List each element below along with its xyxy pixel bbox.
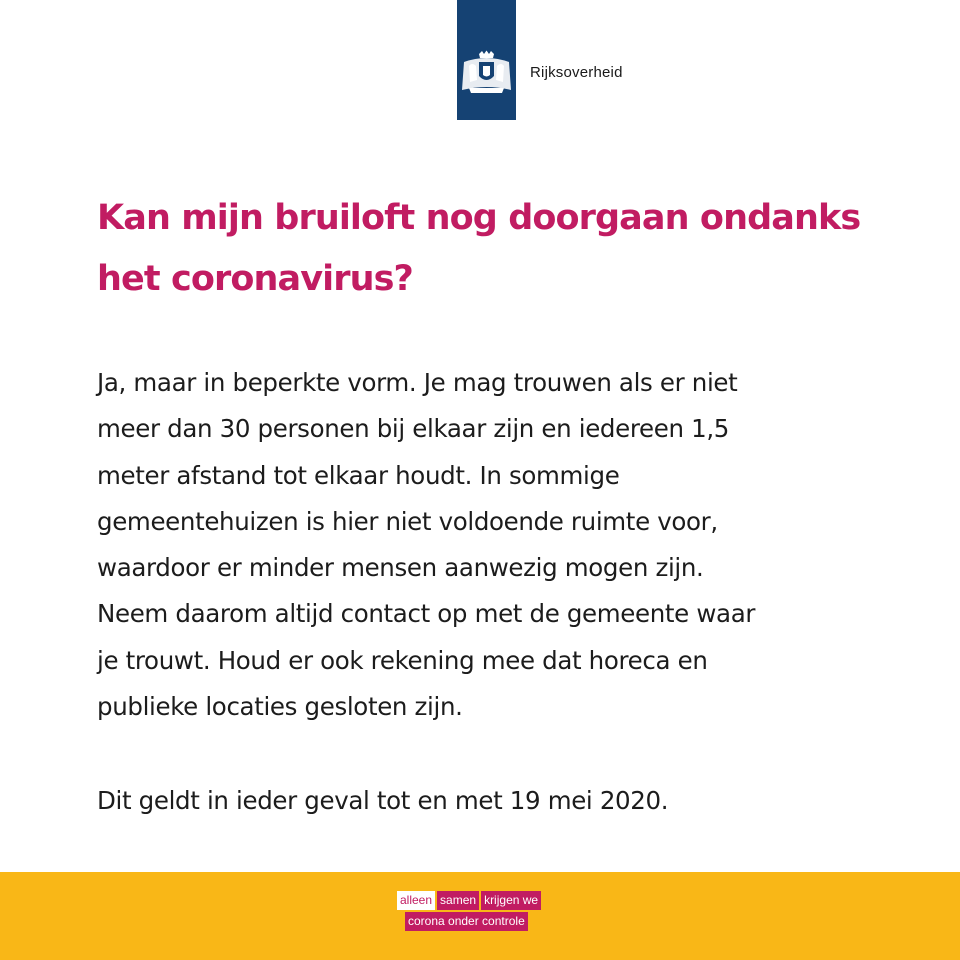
campaign-slogan [397, 891, 541, 933]
slogan-word-samen: samen [437, 891, 479, 910]
slogan-word-alleen: alleen [397, 891, 435, 910]
validity-note: Dit geldt in ieder geval tot en met 19 mei 2020. [97, 786, 669, 815]
slogan-word-krijgen-we: krijgen we [481, 891, 541, 910]
page-title [97, 188, 897, 310]
paragraph-line: gemeentehuizen is hier niet voldoende ruimte voor, [97, 506, 718, 536]
rijksoverheid-logo [457, 0, 623, 120]
coat-of-arms-icon [457, 50, 516, 96]
logo-text: Rijksoverheid [530, 63, 623, 81]
paragraph-line: publieke locaties gesloten zijn. [97, 692, 463, 722]
slogan-row-2 [405, 912, 541, 931]
paragraph-line: Ja, maar in beperkte vorm. Je mag trouwen als er niet [97, 368, 738, 397]
paragraph-line: meer dan 30 personen bij elkaar zijn en iedereen 1,5 [97, 414, 730, 444]
slogan-row-1 [397, 891, 541, 910]
title-line-2: het coronavirus? [97, 259, 413, 299]
paragraph-line: je trouwt. Houd er ook rekening mee dat horeca en [97, 645, 708, 675]
paragraph-line: waardoor er minder mensen aanwezig mogen zijn. [97, 553, 704, 583]
paragraph-line: meter afstand tot elkaar houdt. In sommige [97, 460, 620, 490]
footer-banner [0, 872, 960, 960]
paragraph-line: Neem daarom altijd contact op met de gemeente waar [97, 599, 756, 629]
answer-paragraph [97, 360, 917, 730]
title-line-1: Kan mijn bruiloft nog doorgaan ondanks [97, 198, 861, 238]
logo-emblem-bar [457, 0, 516, 120]
slogan-line-2: corona onder controle [405, 912, 528, 931]
